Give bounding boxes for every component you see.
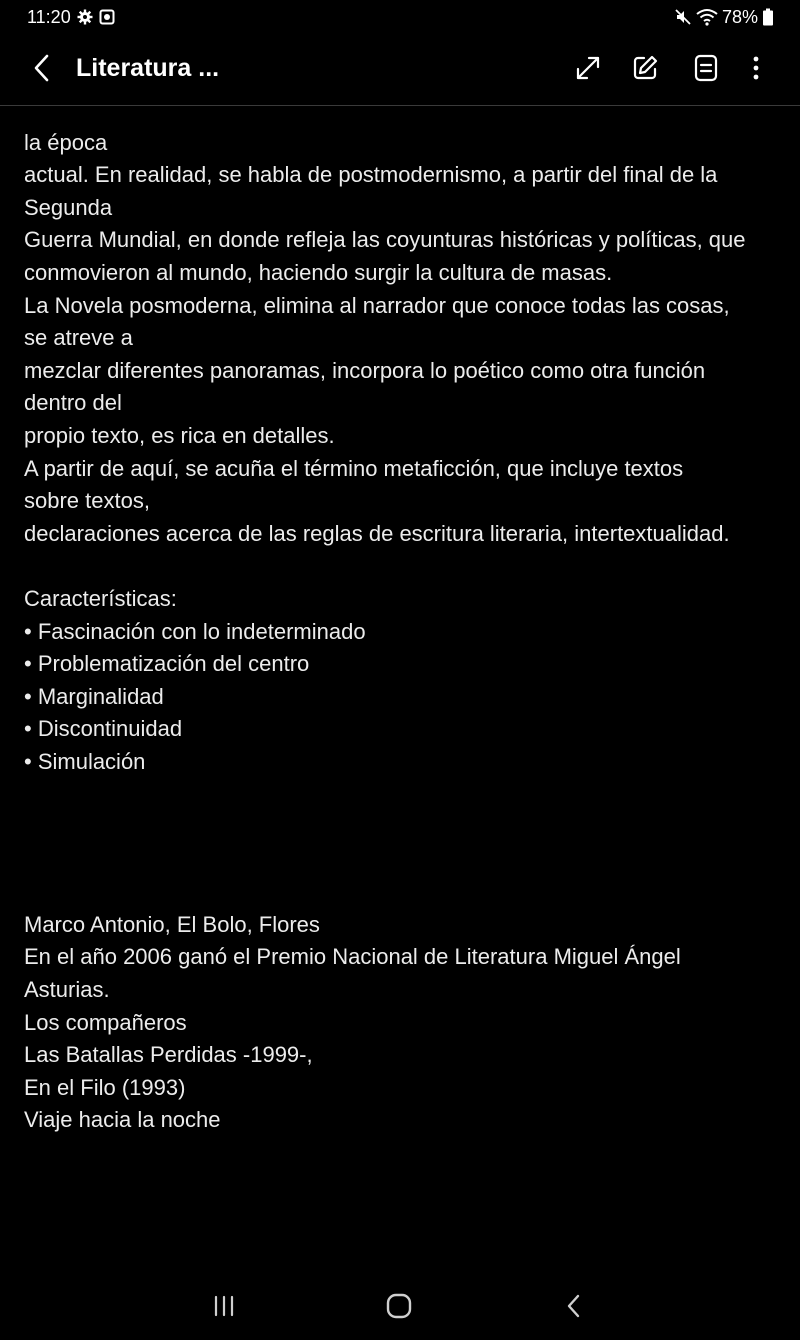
expand-icon: [575, 55, 601, 86]
recent-apps-button[interactable]: [204, 1290, 244, 1326]
section-heading: Características:: [24, 585, 177, 611]
navigation-bar: [0, 1276, 800, 1340]
bullet-item: • Discontinuidad: [24, 716, 183, 742]
recent-apps-icon: [212, 1295, 236, 1322]
home-icon: [386, 1293, 412, 1324]
note-line: Asturias.: [24, 977, 110, 1003]
note-line: Segunda: [24, 194, 113, 220]
edit-button[interactable]: [627, 52, 663, 88]
note-line: Las Batallas Perdidas -1999-,: [24, 1042, 313, 1068]
note-title: Literatura ...: [76, 54, 220, 82]
note-line: propio texto, es rica en detalles.: [24, 422, 335, 448]
nav-back-button[interactable]: [554, 1290, 594, 1326]
note-text: [24, 107, 800, 1137]
battery-icon: [762, 8, 774, 26]
note-line: Los compañeros: [24, 1009, 187, 1035]
note-body[interactable]: [0, 107, 800, 1257]
note-line: En el año 2006 ganó el Premio Nacional de Literatura Miguel Ángel: [24, 944, 681, 970]
note-line: sobre textos,: [24, 488, 150, 514]
note-line-empty: [24, 844, 800, 877]
status-right: [674, 7, 774, 28]
bullet-item: • Simulación: [24, 748, 146, 774]
screen-record-icon: [99, 9, 115, 25]
edit-icon: [631, 54, 659, 87]
note-line: se atreve a: [24, 325, 133, 351]
note-line: La Novela posmoderna, elimina al narrador que conoce todas las cosas,: [24, 292, 730, 318]
note-line: dentro del: [24, 390, 122, 416]
note-line-empty: [24, 811, 800, 844]
status-left: [27, 7, 115, 28]
bullet-item: • Problematización del centro: [24, 651, 310, 677]
status-time: 11:20: [27, 6, 71, 27]
note-line: actual. En realidad, se habla de postmodernismo, a partir del final de la: [24, 162, 718, 188]
note-line-empty: [24, 778, 800, 811]
expand-button[interactable]: [570, 52, 606, 88]
more-options-icon: [752, 55, 760, 86]
note-line: Marco Antonio, El Bolo, Flores: [24, 911, 320, 937]
note-line-partial: [24, 107, 800, 127]
app-bar: [0, 34, 800, 106]
mute-icon: [674, 8, 692, 26]
note-line: Guerra Mundial, en donde refleja las coyunturas históricas y políticas, que: [24, 227, 746, 253]
battery-percent: 78%: [721, 6, 758, 27]
reader-mode-icon: [694, 54, 718, 87]
note-line-empty: [24, 876, 800, 909]
status-bar: [0, 0, 800, 34]
home-button[interactable]: [379, 1290, 419, 1326]
wifi-icon: [696, 8, 718, 26]
note-line: En el Filo (1993): [24, 1074, 186, 1100]
bullet-item: • Fascinación con lo indeterminado: [24, 618, 366, 644]
back-button[interactable]: [24, 52, 60, 88]
note-line-empty: [24, 550, 800, 583]
reading-mode-button[interactable]: [688, 52, 724, 88]
note-line: A partir de aquí, se acuña el término metaficción, que incluye textos: [24, 455, 684, 481]
more-options-button[interactable]: [738, 52, 774, 88]
back-arrow-icon: [32, 54, 52, 87]
bullet-item: • Marginalidad: [24, 683, 164, 709]
gear-icon: [77, 9, 93, 25]
note-line: declaraciones acerca de las reglas de escritura literaria, intertextualidad.: [24, 520, 730, 546]
note-line: la época: [24, 129, 108, 155]
back-icon: [566, 1294, 582, 1323]
note-line: mezclar diferentes panoramas, incorpora lo poético como otra función: [24, 357, 706, 383]
note-line: Viaje hacia la noche: [24, 1107, 221, 1133]
note-line: conmovieron al mundo, haciendo surgir la cultura de masas.: [24, 259, 613, 285]
